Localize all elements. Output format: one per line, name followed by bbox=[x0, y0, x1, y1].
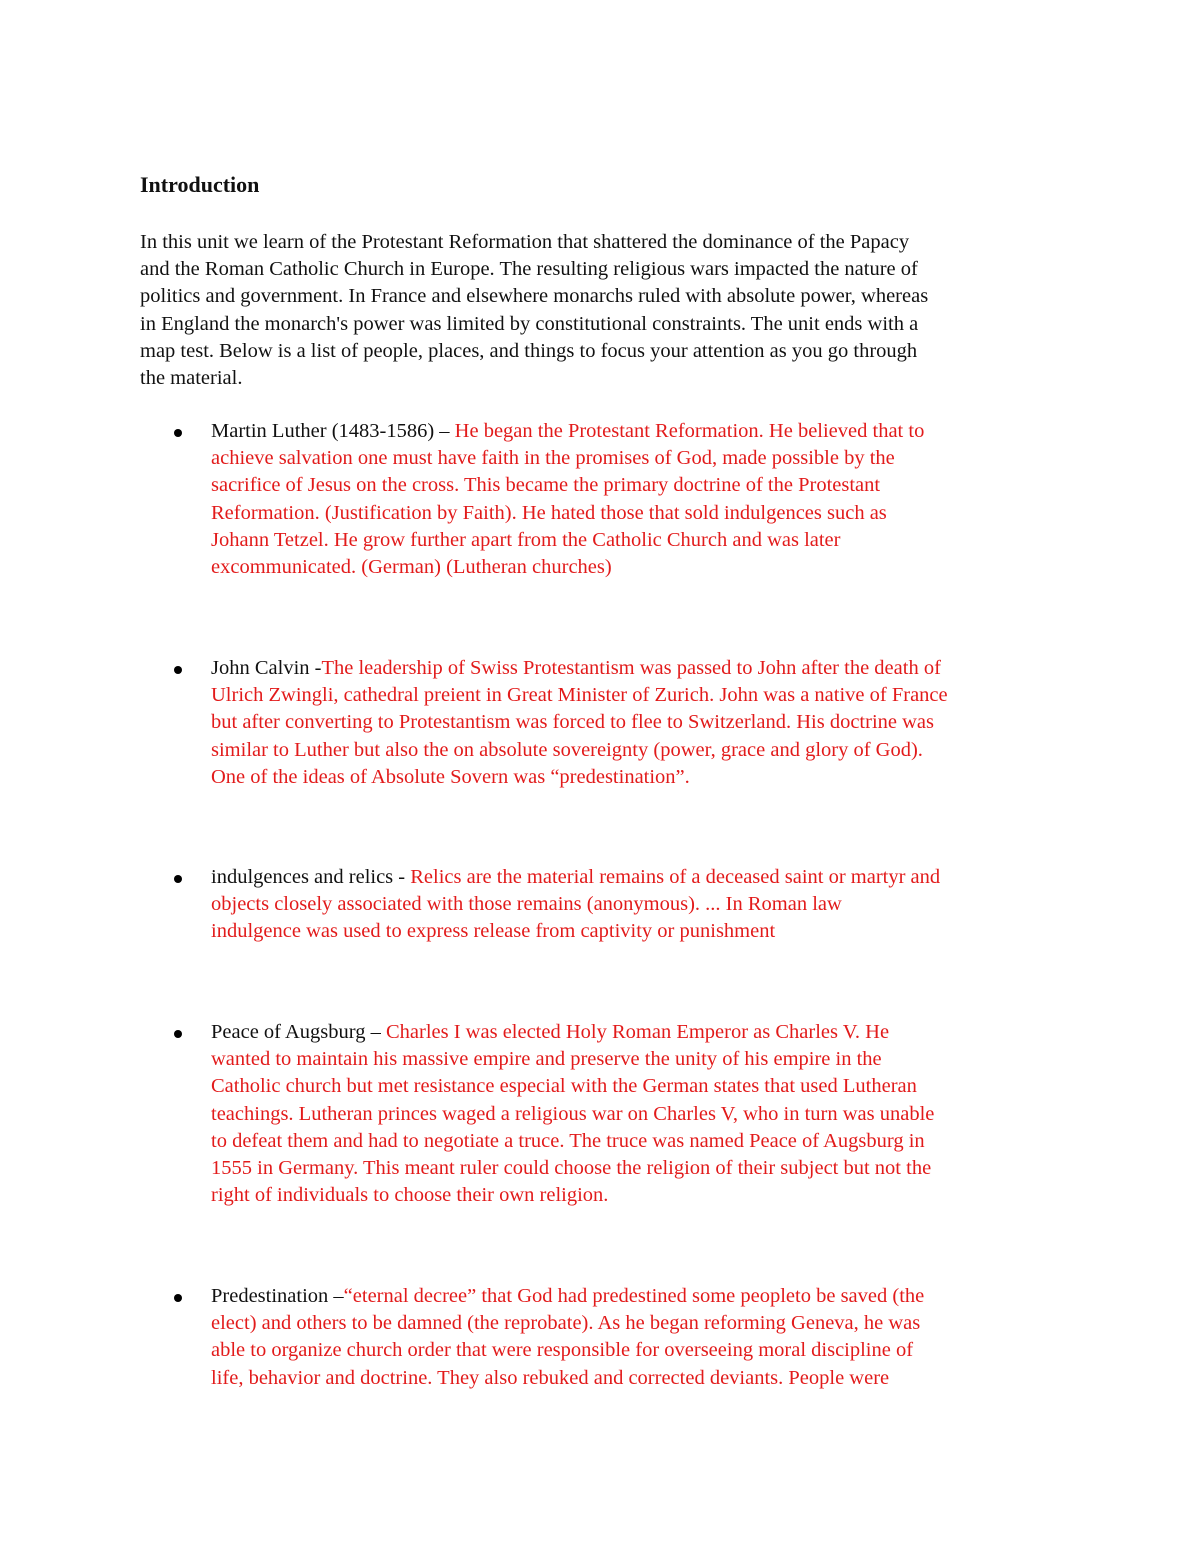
term-description: objects closely associated with those remains (anonymous). ... In Roman law bbox=[211, 893, 842, 916]
term-description: He began the Protestant Reformation. He believed that to bbox=[454, 420, 925, 442]
term-description: similar to Luther but also the on absolute sovereignty (power, grace and glory of God). bbox=[211, 738, 923, 761]
section-heading: Introduction bbox=[140, 172, 260, 197]
term-description: Johann Tetzel. He grow further apart from the Catholic Church and was later bbox=[211, 528, 841, 551]
bullet-icon bbox=[174, 429, 182, 437]
term-description: teachings. Lutheran princes waged a religious war on Charles V, who in turn was unable bbox=[211, 1102, 935, 1125]
bullet-icon bbox=[174, 1294, 182, 1302]
term-description: able to organize church order that were responsible for overseeing moral discipline of bbox=[211, 1339, 914, 1362]
bullet-icon bbox=[174, 1030, 182, 1038]
list-item-text bbox=[211, 418, 1071, 581]
term-description: “eternal decree” that God had predestined some peopleto be saved (the bbox=[343, 1285, 925, 1307]
bullet-icon bbox=[174, 875, 182, 883]
term-description: Relics are the material remains of a deceased saint or martyr and bbox=[410, 866, 941, 888]
intro-line: In this unit we learn of the Protestant Reformation that shattered the dominance of the Papacy bbox=[140, 231, 910, 253]
intro-line: politics and government. In France and elsewhere monarchs ruled with absolute power, whereas bbox=[140, 285, 929, 308]
term-label: John Calvin - bbox=[211, 657, 322, 679]
term-description: to defeat them and had to negotiate a truce. The truce was named Peace of Augsburg in bbox=[211, 1129, 925, 1152]
term-description: Ulrich Zwingli, cathedral preient in Great Minister of Zurich. John was a native of France bbox=[211, 684, 948, 707]
term-description: life, behavior and doctrine. They also rebuked and corrected deviants. People were bbox=[211, 1366, 890, 1389]
term-description: elect) and others to be damned (the reprobate). As he began reforming Geneva, he was bbox=[211, 1312, 921, 1335]
term-description: 1555 in Germany. This meant ruler could choose the religion of their subject but not the bbox=[211, 1157, 932, 1180]
intro-line: in England the monarch's power was limited by constitutional constraints. The unit ends with a bbox=[140, 312, 919, 335]
bullet-icon bbox=[174, 666, 182, 674]
term-description: Catholic church but met resistance especial with the German states that used Lutheran bbox=[211, 1075, 917, 1098]
term-description: Reformation. (Justification by Faith). He hated those that sold indulgences such as bbox=[211, 501, 887, 524]
term-description: One of the ideas of Absolute Sovern was “predestination”. bbox=[211, 765, 690, 788]
intro-line: map test. Below is a list of people, places, and things to focus your attention as you go through bbox=[140, 339, 918, 362]
term-label: Peace of Augsburg – bbox=[211, 1021, 386, 1043]
list-item-text bbox=[211, 864, 1071, 946]
term-description: right of individuals to choose their own religion. bbox=[211, 1184, 609, 1207]
intro-line: the material. bbox=[140, 367, 243, 390]
list-item-text bbox=[211, 655, 1071, 791]
term-description: Charles I was elected Holy Roman Emperor as Charles V. He bbox=[385, 1021, 890, 1043]
term-description: wanted to maintain his massive empire and preserve the unity of his empire in the bbox=[211, 1048, 882, 1071]
list-item-text bbox=[211, 1019, 1071, 1209]
intro-line: and the Roman Catholic Church in Europe. The resulting religious wars impacted the nature of bbox=[140, 258, 918, 281]
term-description: achieve salvation one must have faith in the promises of God, made possible by the bbox=[211, 447, 895, 470]
list-item-text bbox=[211, 1283, 1071, 1392]
term-label: indulgences and relics - bbox=[211, 866, 411, 888]
term-description: indulgence was used to express release from captivity or punishment bbox=[211, 920, 776, 943]
term-description: excommunicated. (German) (Lutheran churches) bbox=[211, 556, 612, 579]
term-description: but after converting to Protestantism was forced to flee to Switzerland. His doctrine was bbox=[211, 711, 934, 734]
term-label: Predestination – bbox=[211, 1285, 344, 1307]
term-description: The leadership of Swiss Protestantism was passed to John after the death of bbox=[321, 657, 941, 679]
term-description: sacrifice of Jesus on the cross. This became the primary doctrine of the Protestant bbox=[211, 474, 881, 497]
term-label: Martin Luther (1483-1586) – bbox=[211, 420, 455, 442]
intro-paragraph bbox=[140, 229, 1060, 392]
